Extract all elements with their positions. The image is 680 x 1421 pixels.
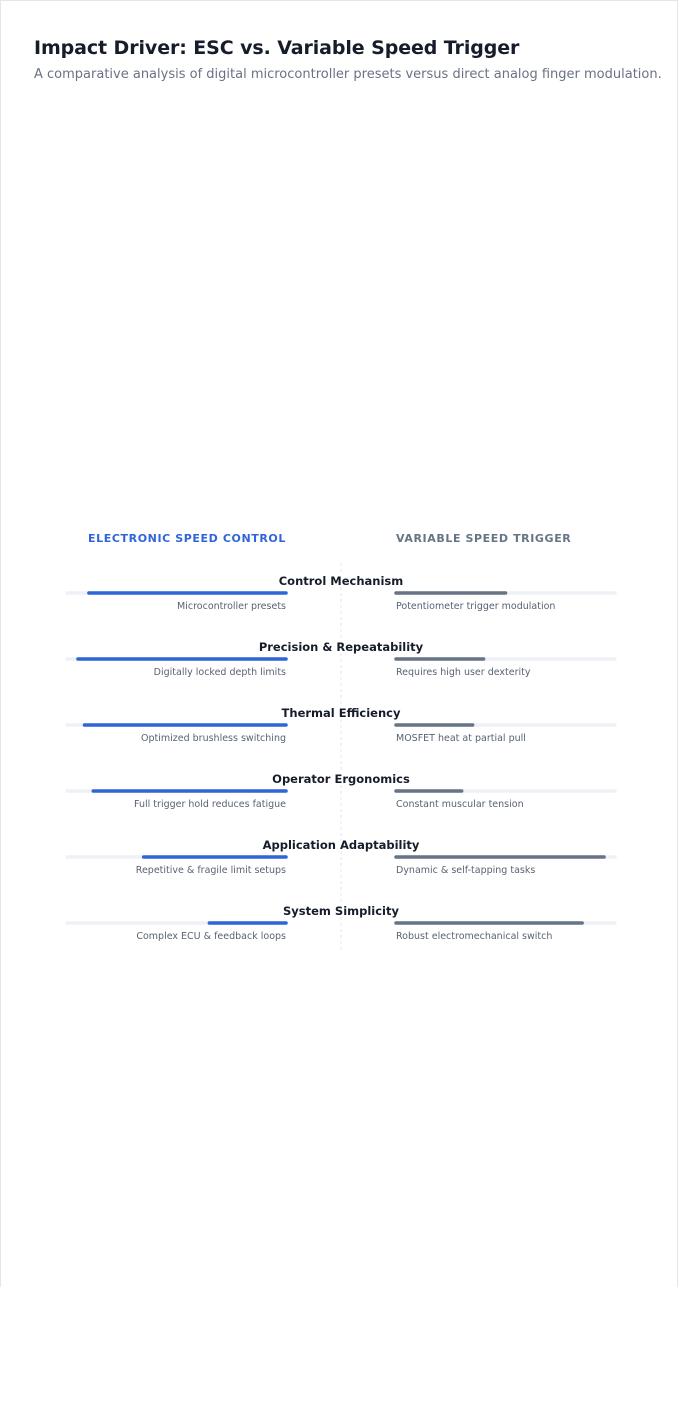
vst-note: Potentiometer trigger modulation bbox=[396, 601, 556, 612]
page-subtitle: A comparative analysis of digital microcontroller presets versus direct analog finger modulation. bbox=[34, 67, 662, 82]
vst-note: Requires high user dexterity bbox=[396, 667, 531, 678]
esc-column-header: ELECTRONIC SPEED CONTROL bbox=[88, 532, 286, 545]
esc-note: Optimized brushless switching bbox=[141, 733, 286, 744]
category-label: Operator Ergonomics bbox=[272, 772, 410, 786]
page-title: Impact Driver: ESC vs. Variable Speed Trigger bbox=[34, 37, 520, 59]
category-label: System Simplicity bbox=[283, 904, 399, 918]
vst-note: Robust electromechanical switch bbox=[396, 931, 553, 942]
vst-note: MOSFET heat at partial pull bbox=[396, 733, 526, 744]
esc-note: Repetitive & fragile limit setups bbox=[135, 865, 286, 876]
esc-note: Microcontroller presets bbox=[177, 601, 286, 612]
esc-note: Digitally locked depth limits bbox=[153, 667, 286, 678]
category-label: Control Mechanism bbox=[278, 574, 404, 588]
esc-note: Full trigger hold reduces fatigue bbox=[134, 799, 286, 810]
category-label: Thermal Efficiency bbox=[281, 706, 401, 720]
vst-note: Constant muscular tension bbox=[396, 799, 524, 810]
category-label: Application Adaptability bbox=[262, 838, 420, 852]
vst-column-header: VARIABLE SPEED TRIGGER bbox=[396, 532, 572, 545]
vst-note: Dynamic & self-tapping tasks bbox=[396, 865, 536, 876]
comparison-chart bbox=[1, 521, 680, 961]
esc-note: Complex ECU & feedback loops bbox=[136, 931, 286, 942]
category-label: Precision & Repeatability bbox=[258, 640, 424, 654]
